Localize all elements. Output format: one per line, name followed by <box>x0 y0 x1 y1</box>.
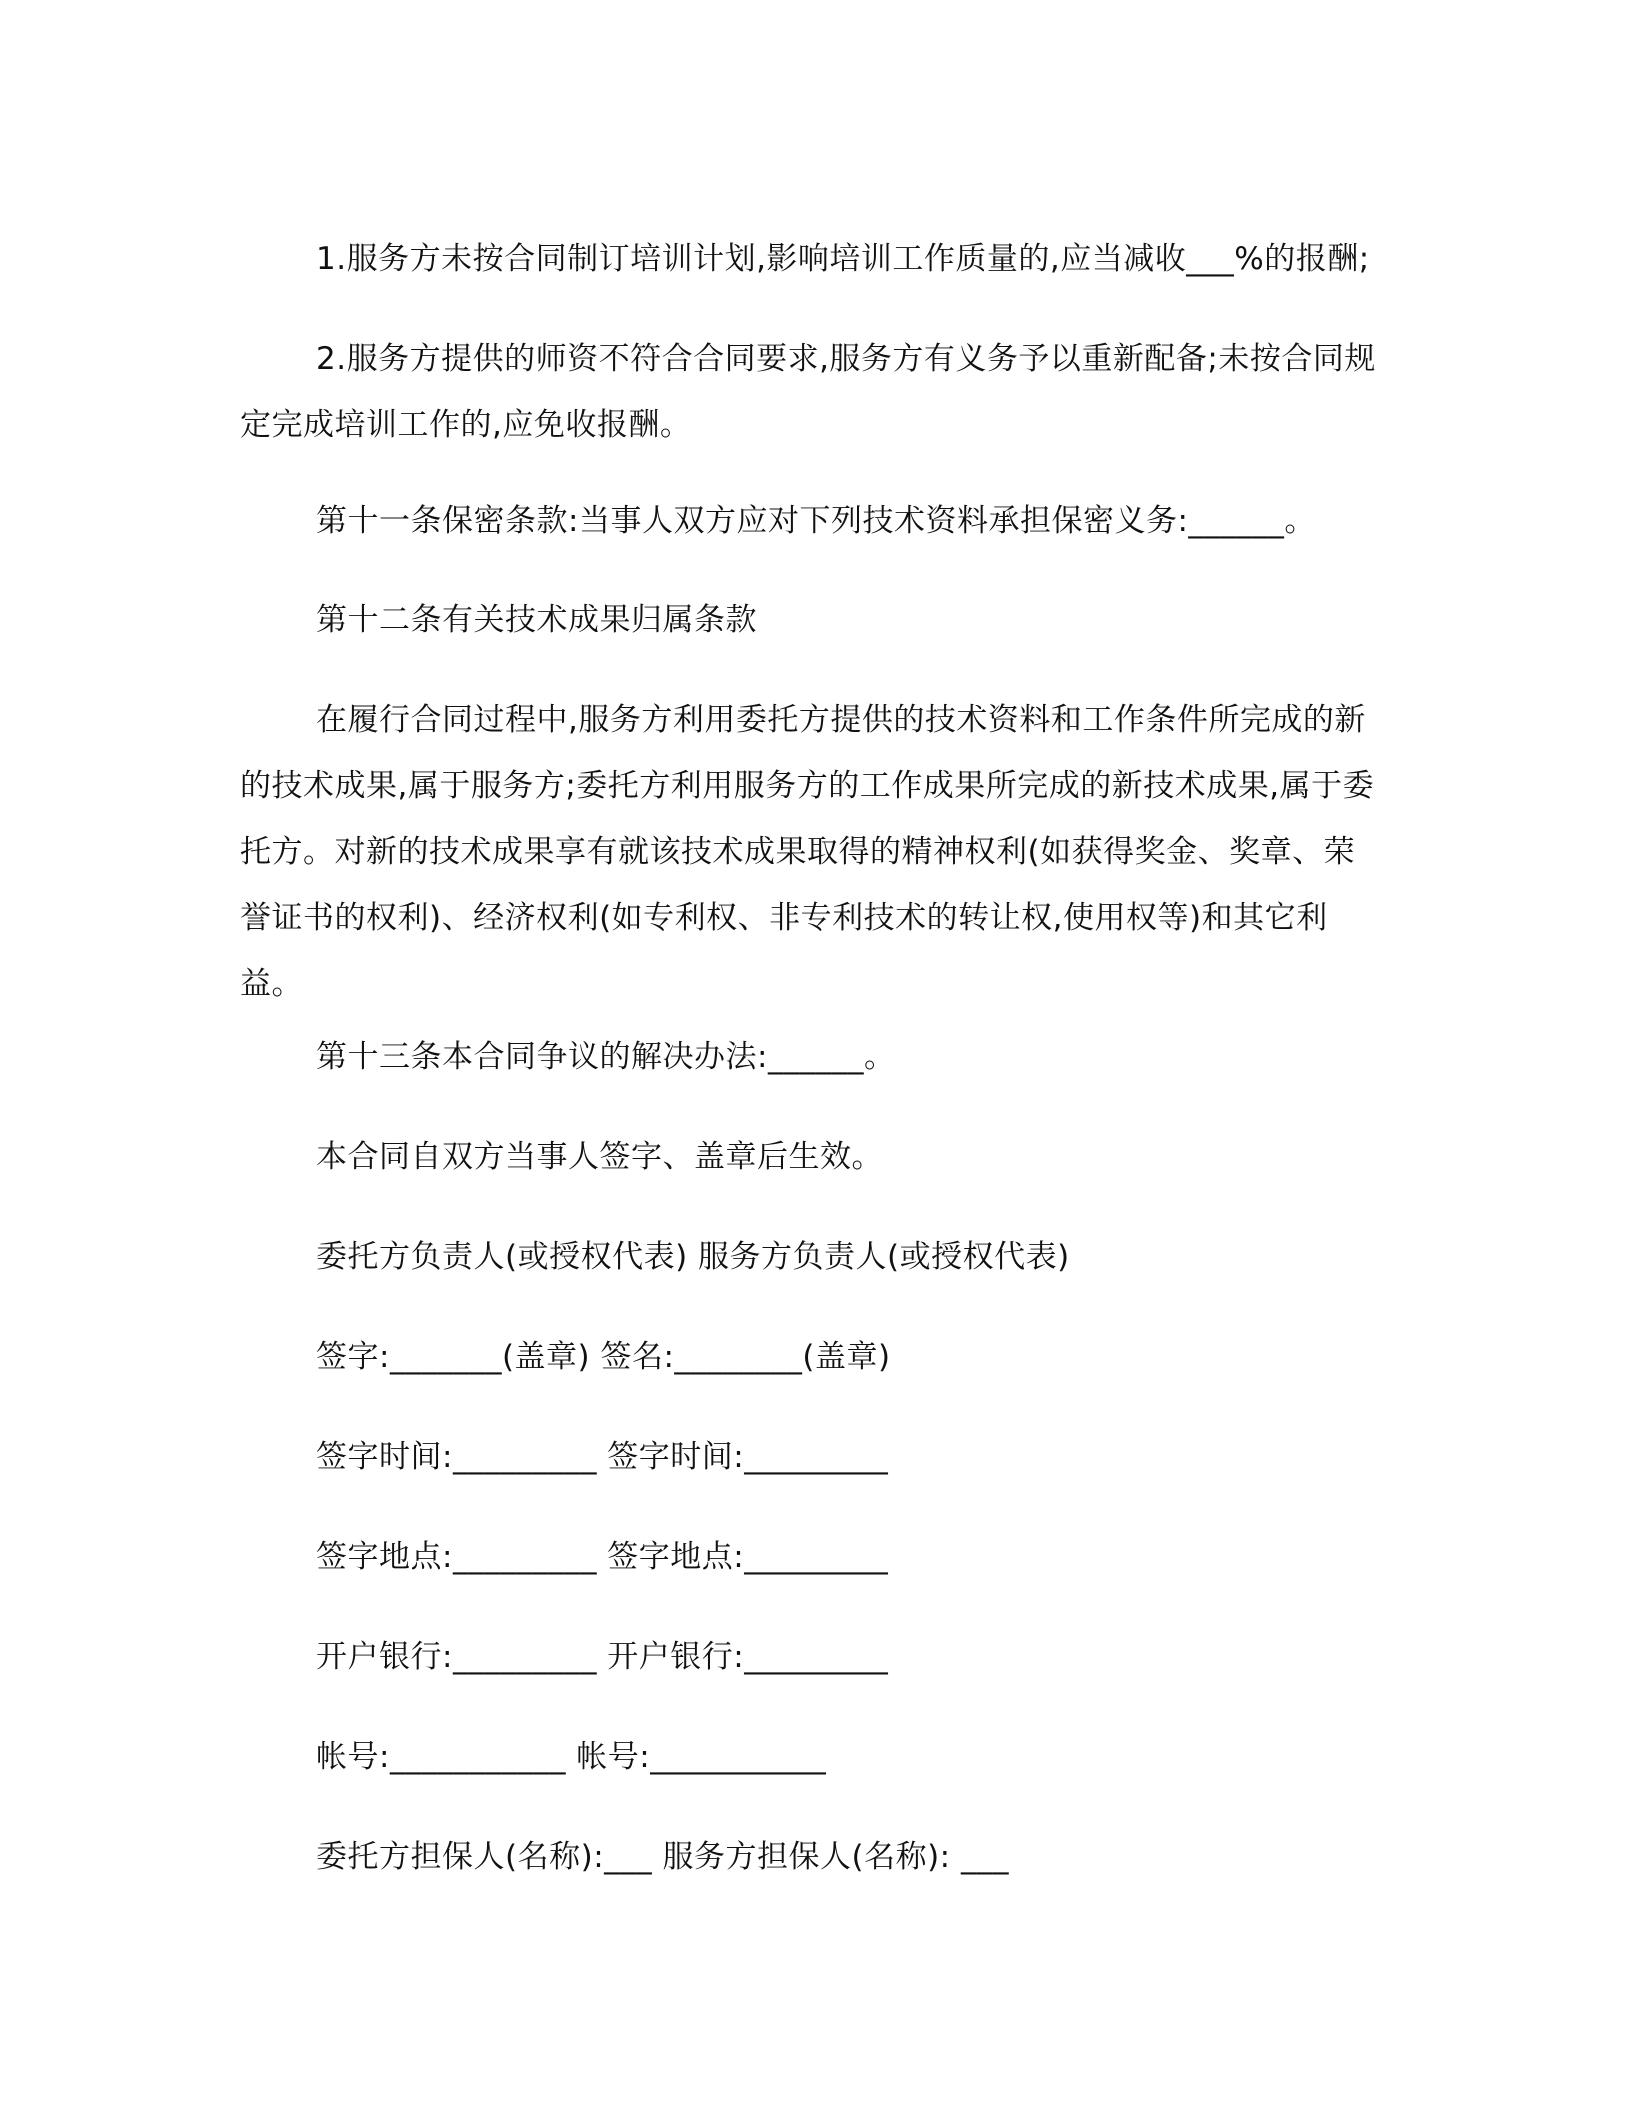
article-12-heading: 第十二条有关技术成果归属条款 <box>316 602 757 638</box>
bank-line: 开户银行:_________ 开户银行:_________ <box>316 1639 889 1675</box>
signing-place-line: 签字地点:_________ 签字地点:_________ <box>316 1539 889 1575</box>
article-13-disputes: 第十三条本合同争议的解决办法:______。 <box>316 1039 896 1075</box>
guarantor-line: 委托方担保人(名称):___ 服务方担保人(名称): ___ <box>316 1839 1009 1875</box>
clause-item-1: 1.服务方未按合同制订培训计划,影响培训工作质量的,应当减收___%的报酬; <box>316 241 1370 277</box>
clause-item-2: 2.服务方提供的师资不符合合同要求,服务方有义务予以重新配备;未按合同规定完成培训工作的,应免收报酬。 <box>240 341 1376 443</box>
signatory-heading: 委托方负责人(或授权代表) 服务方负责人(或授权代表) <box>316 1239 1070 1275</box>
effective-clause: 本合同自双方当事人签字、盖章后生效。 <box>316 1139 883 1175</box>
signing-time-line: 签字时间:_________ 签字时间:_________ <box>316 1439 889 1475</box>
article-12-body: 在履行合同过程中,服务方利用委托方提供的技术资料和工作条件所完成的新的技术成果,属于服务方;委托方利用服务方的工作成果所完成的新技术成果,属于委托方。对新的技术成果享有就该技术成果取得的精神权利(如获得奖金、奖章、荣誉证书的权利)、经济权利(如专利权、非专利技术的转让权,使用权等)和其它利益。 <box>240 702 1375 1002</box>
signature-line: 签字:_______(盖章) 签名:________(盖章) <box>316 1339 891 1375</box>
article-11-confidentiality: 第十一条保密条款:当事人双方应对下列技术资料承担保密义务:______。 <box>316 503 1316 539</box>
account-line: 帐号:___________ 帐号:___________ <box>316 1739 827 1775</box>
